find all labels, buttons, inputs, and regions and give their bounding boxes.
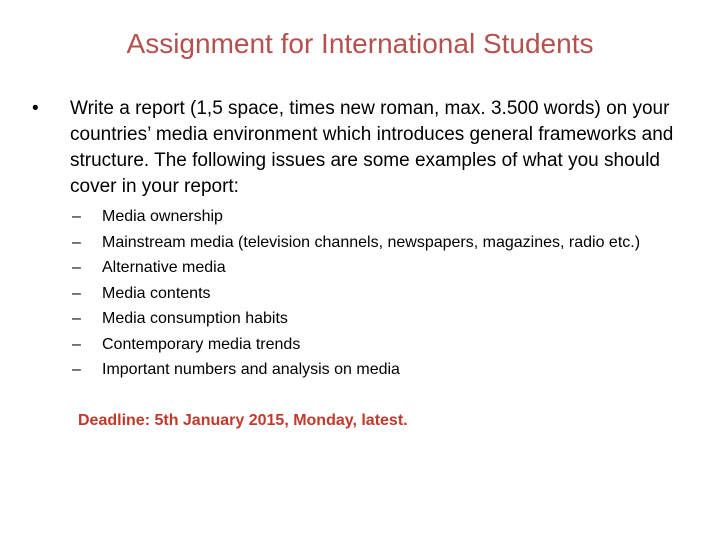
bullet-text: Write a report (1,5 space, times new roman, max. 3.500 words) on your countries’ media environment which introduces general frameworks and structure. The following issues are some examples of what you should cover in your report: bbox=[70, 98, 674, 197]
main-bullet bbox=[32, 96, 692, 200]
list-item-text: Media contents bbox=[102, 284, 211, 302]
dash-marker: – bbox=[72, 233, 81, 251]
list-item-text: Contemporary media trends bbox=[102, 335, 301, 353]
list-item-text: Alternative media bbox=[102, 259, 226, 276]
list-item-text: Important numbers and analysis on media bbox=[102, 361, 400, 378]
list-item bbox=[72, 332, 692, 358]
dash-marker: – bbox=[72, 284, 81, 302]
dash-marker: – bbox=[72, 361, 81, 378]
list-item bbox=[72, 230, 692, 256]
list-item-text: Media consumption habits bbox=[102, 310, 288, 327]
deadline-label: Deadline: bbox=[78, 412, 151, 429]
list-item bbox=[72, 306, 692, 332]
list-item bbox=[72, 281, 692, 307]
dash-marker: – bbox=[72, 335, 81, 353]
bullet-marker: • bbox=[32, 98, 39, 119]
deadline-line bbox=[78, 412, 408, 430]
dash-marker: – bbox=[72, 208, 81, 225]
dash-marker: – bbox=[72, 259, 81, 276]
list-item bbox=[72, 204, 692, 230]
sub-item-list bbox=[72, 204, 692, 383]
dash-marker: – bbox=[72, 310, 81, 327]
list-item-text: Media ownership bbox=[102, 208, 223, 225]
deadline-value: 5th January 2015, Monday, latest. bbox=[150, 412, 408, 429]
list-item bbox=[72, 357, 692, 383]
list-item bbox=[72, 255, 692, 281]
slide-title: Assignment for International Students bbox=[126, 28, 594, 59]
list-item-text: Mainstream media (television channels, newspapers, magazines, radio etc.) bbox=[102, 233, 641, 251]
